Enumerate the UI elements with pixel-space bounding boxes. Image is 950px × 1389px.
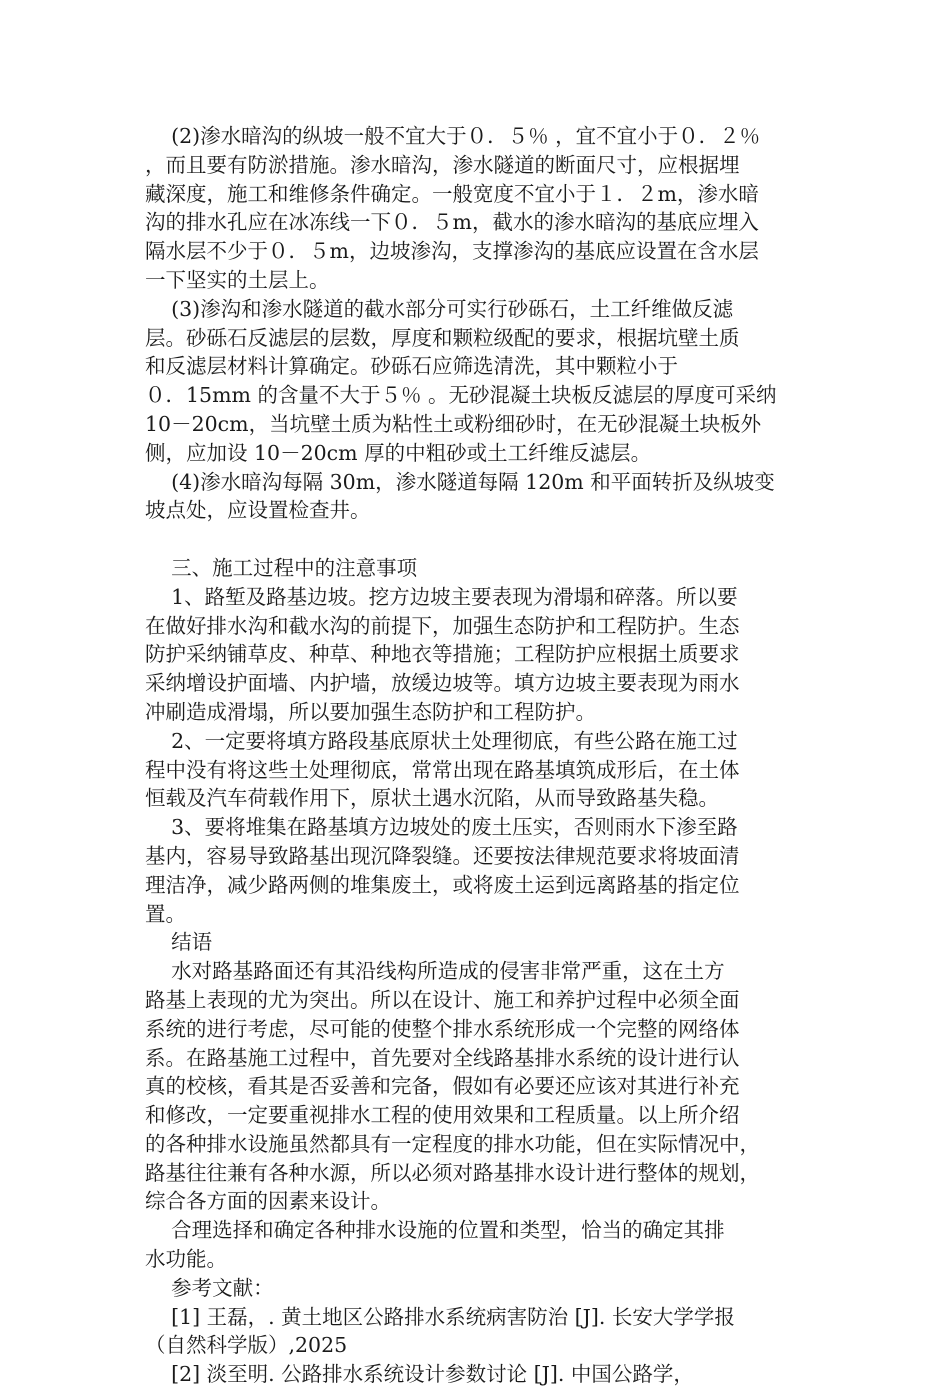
text-line: 一下坚实的土层上。 <box>145 267 330 292</box>
text-line: 3、要将堆集在路基填方边坡处的废土压实，否则雨水下渗至路 <box>145 815 738 840</box>
text-line: 1、路堑及路基边坡。挖方边坡主要表现为滑塌和碎落。所以要 <box>145 584 738 609</box>
text-line: 层。砂砾石反滤层的层数，厚度和颗粒级配的要求，根据坑壁土质 <box>145 325 740 350</box>
text-line: ，而且要有防淤措施。渗水暗沟，渗水隧道的断面尺寸，应根据埋 <box>145 152 740 177</box>
text-line: 置。 <box>145 901 186 926</box>
text-line: 沟的排水孔应在冰冻线一下０．５m，截水的渗水暗沟的基底应埋入 <box>145 210 759 235</box>
text-line: 侧，应加设 10－20cm 厚的中粗砂或土工纤维反滤层。 <box>145 440 652 465</box>
text-line: 水对路基路面还有其沿线构所造成的侵害非常严重，这在土方 <box>145 959 725 984</box>
text-line: 的各种排水设施虽然都具有一定程度的排水功能，但在实际情况中， <box>145 1131 760 1156</box>
text-line: 程中没有将这些土处理彻底，常常出现在路基填筑成形后，在土体 <box>145 757 740 782</box>
text-line: 冲刷造成滑塌，所以要加强生态防护和工程防护。 <box>145 699 596 724</box>
text-line: 基内，容易导致路基出现沉降裂缝。还要按法律规范要求将坡面清 <box>145 843 740 868</box>
text-line: 和修改，一定要重视排水工程的使用效果和工程质量。以上所介绍 <box>145 1103 740 1128</box>
text-line: [2] 淡至明. 公路排水系统设计参数讨论 [J]. 中国公路学， <box>145 1362 694 1387</box>
text-line: 真的校核，看其是否妥善和完备，假如有必要还应该对其进行补充 <box>145 1074 740 1099</box>
text-line: 在做好排水沟和截水沟的前提下，加强生态防护和工程防护。生态 <box>145 613 740 638</box>
text-line: 综合各方面的因素来设计。 <box>145 1189 391 1214</box>
text-line: (2)渗水暗沟的纵坡一般不宜大于０．５％ ，宜不宜小于０．２％ <box>145 124 761 148</box>
text-line: 路基上表现的尤为突出。所以在设计、施工和养护过程中必须全面 <box>145 987 740 1012</box>
text-line: 10－20cm，当坑壁土质为粘性土或粉细砂时，在无砂混凝土块板外 <box>145 411 762 436</box>
text-line: 结语 <box>145 930 213 955</box>
text-line: 和反滤层材料计算确定。砂砾石应筛选清洗，其中颗粒小于 <box>145 354 678 379</box>
text-line: 参考文献： <box>145 1275 274 1300</box>
document-body <box>145 122 815 1389</box>
blank-line <box>145 525 815 554</box>
text-line: （自然科学版）,2025 <box>145 1333 348 1358</box>
text-line: 隔水层不少于０．５m，边坡渗沟，支撑渗沟的基底应设置在含水层 <box>145 239 759 264</box>
text-line: 恒载及汽车荷载作用下，原状土遇水沉陷，从而导致路基失稳。 <box>145 786 719 811</box>
text-line: (4)渗水暗沟每隔 30m，渗水隧道每隔 120m 和平面转折及纵坡变 <box>145 469 775 494</box>
text-line: [1] 王磊，. 黄土地区公路排水系统病害防治 [J]. 长安大学学报 <box>145 1304 735 1329</box>
text-line: 理洁净，减少路两侧的堆集废土，或将废土运到远离路基的指定位 <box>145 872 740 897</box>
text-line: 藏深度，施工和维修条件确定。一般宽度不宜小于１．２m，渗水暗 <box>145 181 759 206</box>
text-line: 防护采纳铺草皮、种草、种地衣等措施；工程防护应根据土质要求 <box>145 642 740 667</box>
text-line: 采纳增设护面墙、内护墙，放缓边坡等。填方边坡主要表现为雨水 <box>145 671 740 696</box>
text-line: 三、施工过程中的注意事项 <box>145 555 418 580</box>
text-line: 系统的进行考虑，尽可能的使整个排水系统形成一个完整的网络体 <box>145 1016 740 1041</box>
text-line: 2、一定要将填方路段基底原状土处理彻底，有些公路在施工过 <box>145 728 738 753</box>
text-line: 合理选择和确定各种排水设施的位置和类型，恰当的确定其排 <box>145 1218 725 1243</box>
text-line: (3)渗沟和渗水隧道的截水部分可实行砂砾石，土工纤维做反滤 <box>145 296 734 321</box>
text-line: ０．15mm 的含量不大于５％ 。无砂混凝土块板反滤层的厚度可采纳 <box>145 383 777 408</box>
text-line: 坡点处，应设置检查井。 <box>145 498 371 523</box>
text-line: 路基往往兼有各种水源，所以必须对路基排水设计进行整体的规划， <box>145 1160 760 1185</box>
text-line: 水功能。 <box>145 1247 227 1272</box>
text-line: 系。在路基施工过程中，首先要对全线路基排水系统的设计进行认 <box>145 1045 740 1070</box>
